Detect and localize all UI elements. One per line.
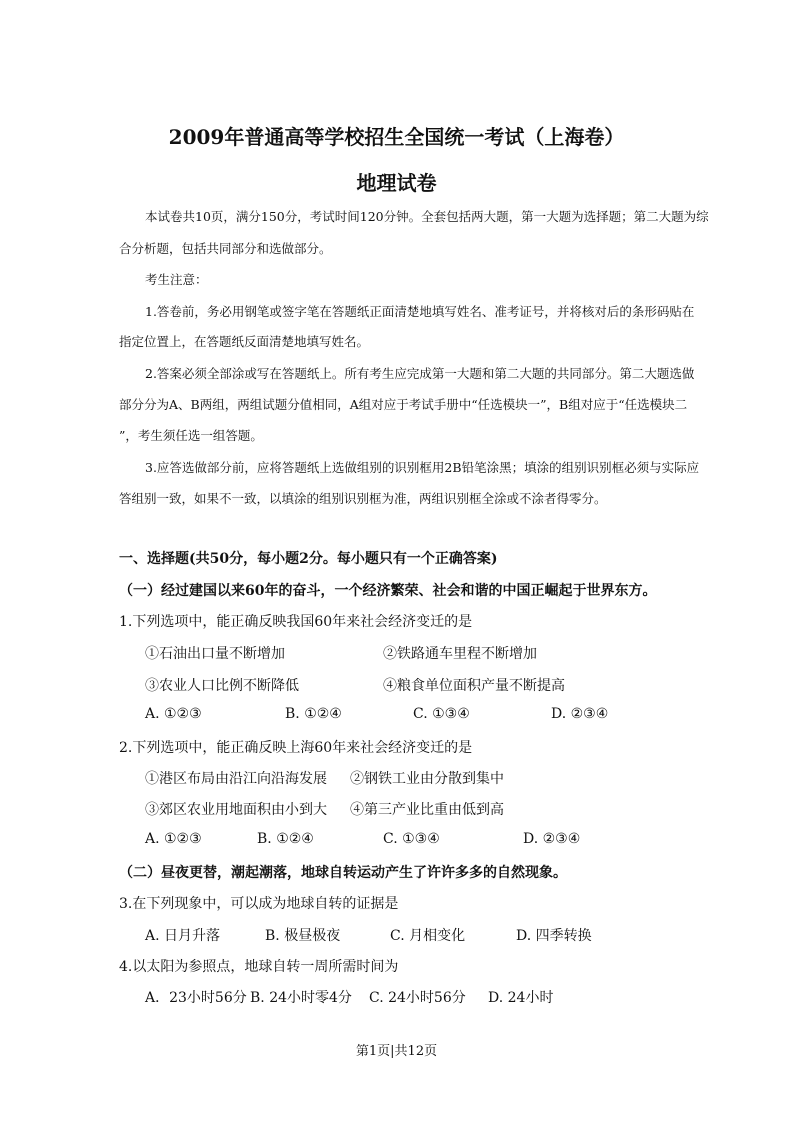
q1-choice: C. ①③④ [413, 706, 470, 722]
q2-choice: C. ①③④ [383, 831, 440, 847]
notice-1-line-1: 1.答卷前，务必用钢笔或签字笔在答题纸正面清楚地填写姓名、准考证号，并将核对后的条形码贴在 [145, 304, 695, 319]
q4-choice: A．23小时56分 [145, 990, 247, 1006]
question-2-stem: 2.下列选项中，能正确反映上海60年来社会经济变迁的是 [119, 740, 473, 756]
q3-choice: A. 日月升落 [145, 928, 221, 944]
q4-choice: C. 24小时56分 [369, 990, 466, 1006]
q3-choice: C. 月相变化 [390, 928, 466, 944]
q2-item: ④第三产业比重由低到高 [350, 802, 504, 818]
notice-label: 考生注意： [145, 272, 208, 287]
question-1-stem: 1.下列选项中，能正确反映我国60年来社会经济变迁的是 [119, 614, 473, 630]
q1-item: ②铁路通车里程不断增加 [383, 646, 537, 662]
q2-choice: A. ①②③ [145, 831, 202, 847]
q1-item: ④粮食单位面积产量不断提高 [383, 678, 565, 694]
group-2-intro: （二）昼夜更替，潮起潮落，地球自转运动产生了许许多多的自然现象。 [119, 865, 567, 881]
q3-choice: D. 四季转换 [516, 928, 592, 944]
q2-item: ②钢铁工业由分散到集中 [350, 771, 504, 787]
notice-2-line-1: 2.答案必须全部涂或写在答题纸上。所有考生应完成第一大题和第二大题的共同部分。第二大题选做 [145, 366, 695, 381]
q1-item: ①石油出口量不断增加 [145, 646, 285, 662]
question-4-stem: 4.以太阳为参照点，地球自转一周所需时间为 [119, 959, 399, 975]
q2-choice: B. ①②④ [257, 831, 314, 847]
page-title: 2009年普通高等学校招生全国统一考试（上海卷） [168, 125, 625, 149]
notice-3-line-1: 3.应答选做部分前，应将答题纸上选做组别的识别框用2B铅笔涂黑；填涂的组别识别框必须与实际应 [145, 460, 700, 475]
q1-choice: A. ①②③ [145, 706, 202, 722]
q1-choice: B. ①②④ [285, 706, 342, 722]
section-heading: 一、选择题(共50分，每小题2分。每小题只有一个正确答案) [119, 551, 498, 567]
intro-line-2: 合分析题，包括共同部分和选做部分。 [119, 241, 332, 256]
notice-3-line-2: 答组别一致，如果不一致，以填涂的组别识别框为准，两组识别框全涂或不涂者得零分。 [119, 491, 607, 506]
q4-choice: D. 24小时 [488, 990, 554, 1006]
q2-item: ③郊区农业用地面积由小到大 [145, 802, 327, 818]
q2-item: ①港区布局由沿江向沿海发展 [145, 771, 327, 787]
notice-2-line-3: ”，考生须任选一组答题。 [119, 428, 263, 443]
group-1-intro: （一）经过建国以来60年的奋斗，一个经济繁荣、社会和谐的中国正崛起于世界东方。 [119, 583, 657, 599]
notice-2-line-2: 部分分为A、B两组，两组试题分值相同，A组对应于考试手册中“任选模块一”，B组对应于“任选模块二 [119, 397, 688, 412]
notice-1-line-2: 指定位置上，在答题纸反面清楚地填写姓名。 [119, 334, 370, 349]
page-subtitle: 地理试卷 [356, 171, 437, 195]
q3-choice: B. 极昼极夜 [265, 928, 341, 944]
q1-item: ③农业人口比例不断降低 [145, 678, 299, 694]
q2-choice: D. ②③④ [523, 831, 581, 847]
page-footer: 第1页|共12页 [355, 1044, 438, 1059]
intro-line-1: 本试卷共10页，满分150分，考试时间120分钟。全套包括两大题，第一大题为选择题；第二大题为综 [145, 209, 709, 224]
q1-choice: D. ②③④ [551, 706, 609, 722]
question-3-stem: 3.在下列现象中，可以成为地球自转的证据是 [119, 896, 399, 912]
q4-choice: B. 24小时零4分 [250, 990, 352, 1006]
